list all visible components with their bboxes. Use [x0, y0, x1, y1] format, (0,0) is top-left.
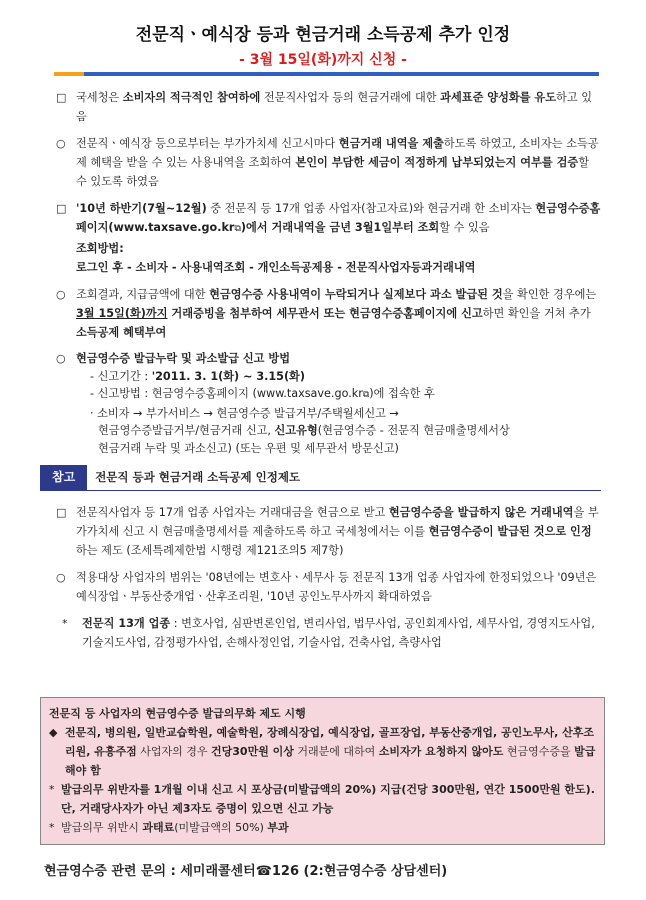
bullet-square: □ [56, 91, 67, 104]
bullet-circle: ○ [56, 137, 66, 150]
bullet-square: □ [56, 202, 67, 215]
bullet-circle: ○ [56, 571, 66, 584]
section-5 [56, 350, 601, 457]
section-heading: 현금영수증 발급누락 및 과소발급 신고 방법 [76, 352, 291, 365]
bullet-circle: ○ [56, 352, 66, 365]
notice-item-2: * 발급의무 위반자를 1개월 이내 신고 시 포상금(미발급액의 20%) 지급(건당 300만원, 연간 1500만원 한도). 단, 거래당사자가 아닌 제3자도 증명이 있으면 신고 가능 [49, 783, 595, 815]
external-link-icon: ⧉ [362, 390, 370, 400]
section-2: ○ 전문직ㆍ예식장 등으로부터는 부가가치세 신고시마다 현금거래 내역을 제출하도록 하였고, 소비자는 소득공제 혜택을 받을 수 있는 사용내역을 조회하여 본인이 부담한 세금이 적정하게 납부되었는지 여부를 검증할 수 있도록 하였음 [56, 134, 601, 191]
report-path: · 소비자 → 부가서비스 → 현금영수증 발급거부/주택월세신고 → [90, 406, 399, 420]
section-1: □ 국세청은 소비자의 적극적인 참여하에 전문직사업자 등의 현금거래에 대한 과세표준 양성화를 유도하고 있음 [56, 88, 601, 126]
note-section-2: ○ 적용대상 사업자의 범위는 '08년에는 변호사ㆍ세무사 등 전문직 13개 업종 사업자에 한정되었으나 '09년은 예식장업ㆍ부동산중개업ㆍ산후조리원, '10년 공인노무사까지 확대하였음 [56, 568, 601, 606]
notice-heading: 전문직 등 사업자의 현금영수증 발급의무화 제도 시행 [49, 707, 306, 720]
section-4: ○ 조회결과, 지급금액에 대한 현금영수증 사용내역이 누락되거나 실제보다 과소 발급된 것을 확인한 경우에는 3월 15일(화)까지 거래증빙을 첨부하여 세무관서 또는 현금영수증홈페이지에 신고하면 확인을 거쳐 추가 소득공제 혜택부여 [56, 285, 601, 342]
reference-tag: 참고 [40, 465, 87, 490]
title-divider [54, 72, 599, 76]
notice-item-3: * 발급의무 위반시 과태료(미발급액의 50%) 부과 [49, 821, 289, 834]
contact-footer: 현금영수증 관련 문의 : 세미래콜센터☎126 (2:현금영수증 상담센터) [44, 864, 448, 879]
main-content [52, 88, 601, 660]
notice-item-1: ◆ 전문직, 병의원, 일반교습학원, 예술학원, 장례식장업, 예식장업, 골프장업, 부동산중개업, 공인노무사, 산후조리원, 유흥주점 사업자의 경우 건당30만원 이상 거래분에 대하여 소비자가 요청하지 않아도 현금영수증을 발급해야 함 [49, 723, 596, 780]
report-method: - 신고방법 : 현금영수증홈페이지 (www.taxsave.go.kr⧉)에 접속한 후 [90, 387, 435, 400]
reference-header [40, 465, 601, 491]
external-link-icon: ⧉ [234, 224, 241, 234]
note-section-1: □ 전문직사업자 등 17개 업종 사업자는 거래대금을 현금으로 받고 현금영수증을 발급하지 않은 거래내역을 부가가치세 신고 시 현금매출명세서를 제출하도록 하고 국세청에서는 이를 현금영수증이 발급된 것으로 인정하는 제도 (조세특례제한법 시행령 제121조의5 제7항) [56, 503, 601, 560]
page-subtitle: - 3월 15일(화)까지 신청 - [239, 52, 407, 68]
section-3: □ '10년 하반기(7월~12월) 중 전문직 등 17개 업종 사업자(참고자료)와 현금거래 한 소비자는 현금영수증홈페이지(www.taxsave.go.kr⧉)에서 거래내역을 금년 3월1일부터 조회할 수 있음 조회방법: 로그인 후 - 소비자 - 사용내역조회 - 개인소득공제용 - 전문직사업자등과거래내역 [56, 199, 601, 277]
note-section-3: * 전문직 13개 업종 : 변호사업, 심판변론인업, 변리사업, 법무사업, 공인회계사업, 세무사업, 경영지도사업, 기술지도사업, 감정평가사업, 손해사정인업, 기술사업, 건축사업, 측량사업 [62, 614, 601, 652]
telephone-icon: ☎ [255, 864, 272, 879]
notice-box [40, 697, 605, 845]
bullet-asterisk: * [62, 617, 68, 630]
bullet-square: □ [56, 506, 67, 519]
report-period: - 신고기간 : '2011. 3. 1(화) ~ 3.15(화) [90, 369, 305, 383]
method-label: 조회방법: [76, 242, 124, 255]
page-title: 전문직ㆍ예식장 등과 현금거래 소득공제 추가 인정 [135, 25, 511, 45]
report-note: 현금거래 누락 및 과소신고) (또는 우편 및 세무관서 방문신고) [98, 441, 399, 455]
diamond-bullet-icon: ◆ [49, 726, 58, 739]
method-path: 로그인 후 - 소비자 - 사용내역조회 - 개인소득공제용 - 전문직사업자등과거래내역 [76, 261, 476, 274]
bullet-circle: ○ [56, 288, 66, 301]
report-type: 현금영수증발급거부/현금거래 신고, 신고유형(현금영수증 - 전문직 현금매출명세서상 [98, 424, 510, 437]
reference-title: 전문직 등과 현금거래 소득공제 인정제도 [95, 470, 301, 484]
